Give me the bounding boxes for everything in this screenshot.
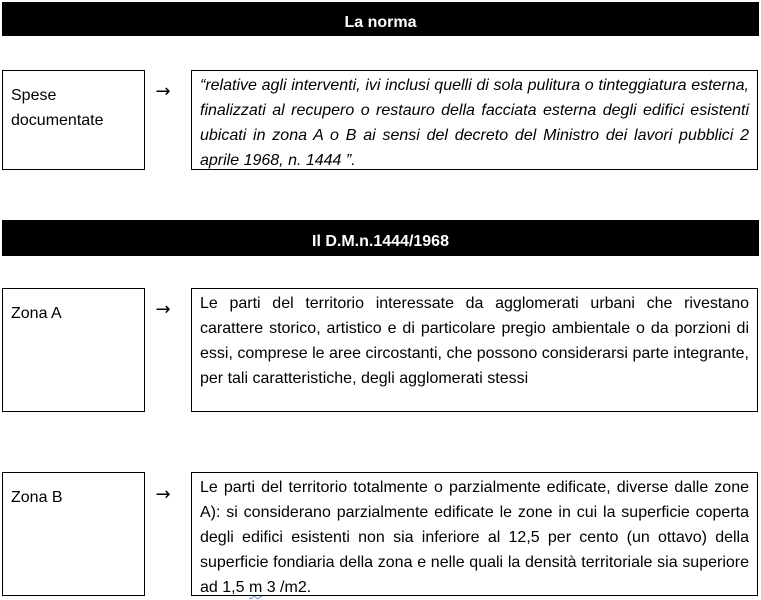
section-title-dm-1444: Il D.M.n.1444/1968 (2, 220, 759, 256)
right-arrow-icon: → (155, 81, 171, 102)
right-arrow-icon: → (155, 299, 171, 320)
description-text: “relative agli interventi, ivi inclusi quelli di sola pulitura o tinteggiatura esterna, finalizzati al recupero o restauro della facciata esterna degli edifici esistenti ubicati in zona A o B ai sensi del decreto del Ministro dei lavori pubblici 2 aprile 1968, n. 1444 ”. (200, 77, 749, 169)
label-spese-documentate: Spese documentate (2, 70, 145, 170)
description-zona-a (191, 288, 758, 412)
description-text: Le parti del territorio interessate da agglomerati urbani che rivestano carattere storico, artistico e di particolare pregio ambientale o da porzioni di essi, comprese le aree circostanti, che possono considerarsi parte integrante, per tali caratteristiche, degli agglomerati stessi (200, 295, 749, 387)
section-title-la-norma: La norma (2, 2, 759, 36)
label-zona-b: Zona B (2, 472, 145, 596)
right-arrow-icon: → (155, 484, 171, 505)
description-text (200, 475, 749, 600)
description-zona-b (191, 472, 758, 596)
spellcheck-unit: m (248, 579, 263, 596)
description-text-main: Le parti del territorio totalmente o parzialmente edificate, diverse dalle zone A): si considerano parzialmente edificate le zone in cui la superficie coperta degli edifici esistenti non sia inferiore al 12,5 per cento (un ottavo) della superficie fondiaria della zona e nelle quali la densità territoriale sia superiore ad 1,5 (200, 479, 749, 596)
label-zona-a: Zona A (2, 288, 145, 412)
description-spese-documentate (191, 70, 758, 170)
description-text-end: 3 /m2. (262, 579, 312, 596)
